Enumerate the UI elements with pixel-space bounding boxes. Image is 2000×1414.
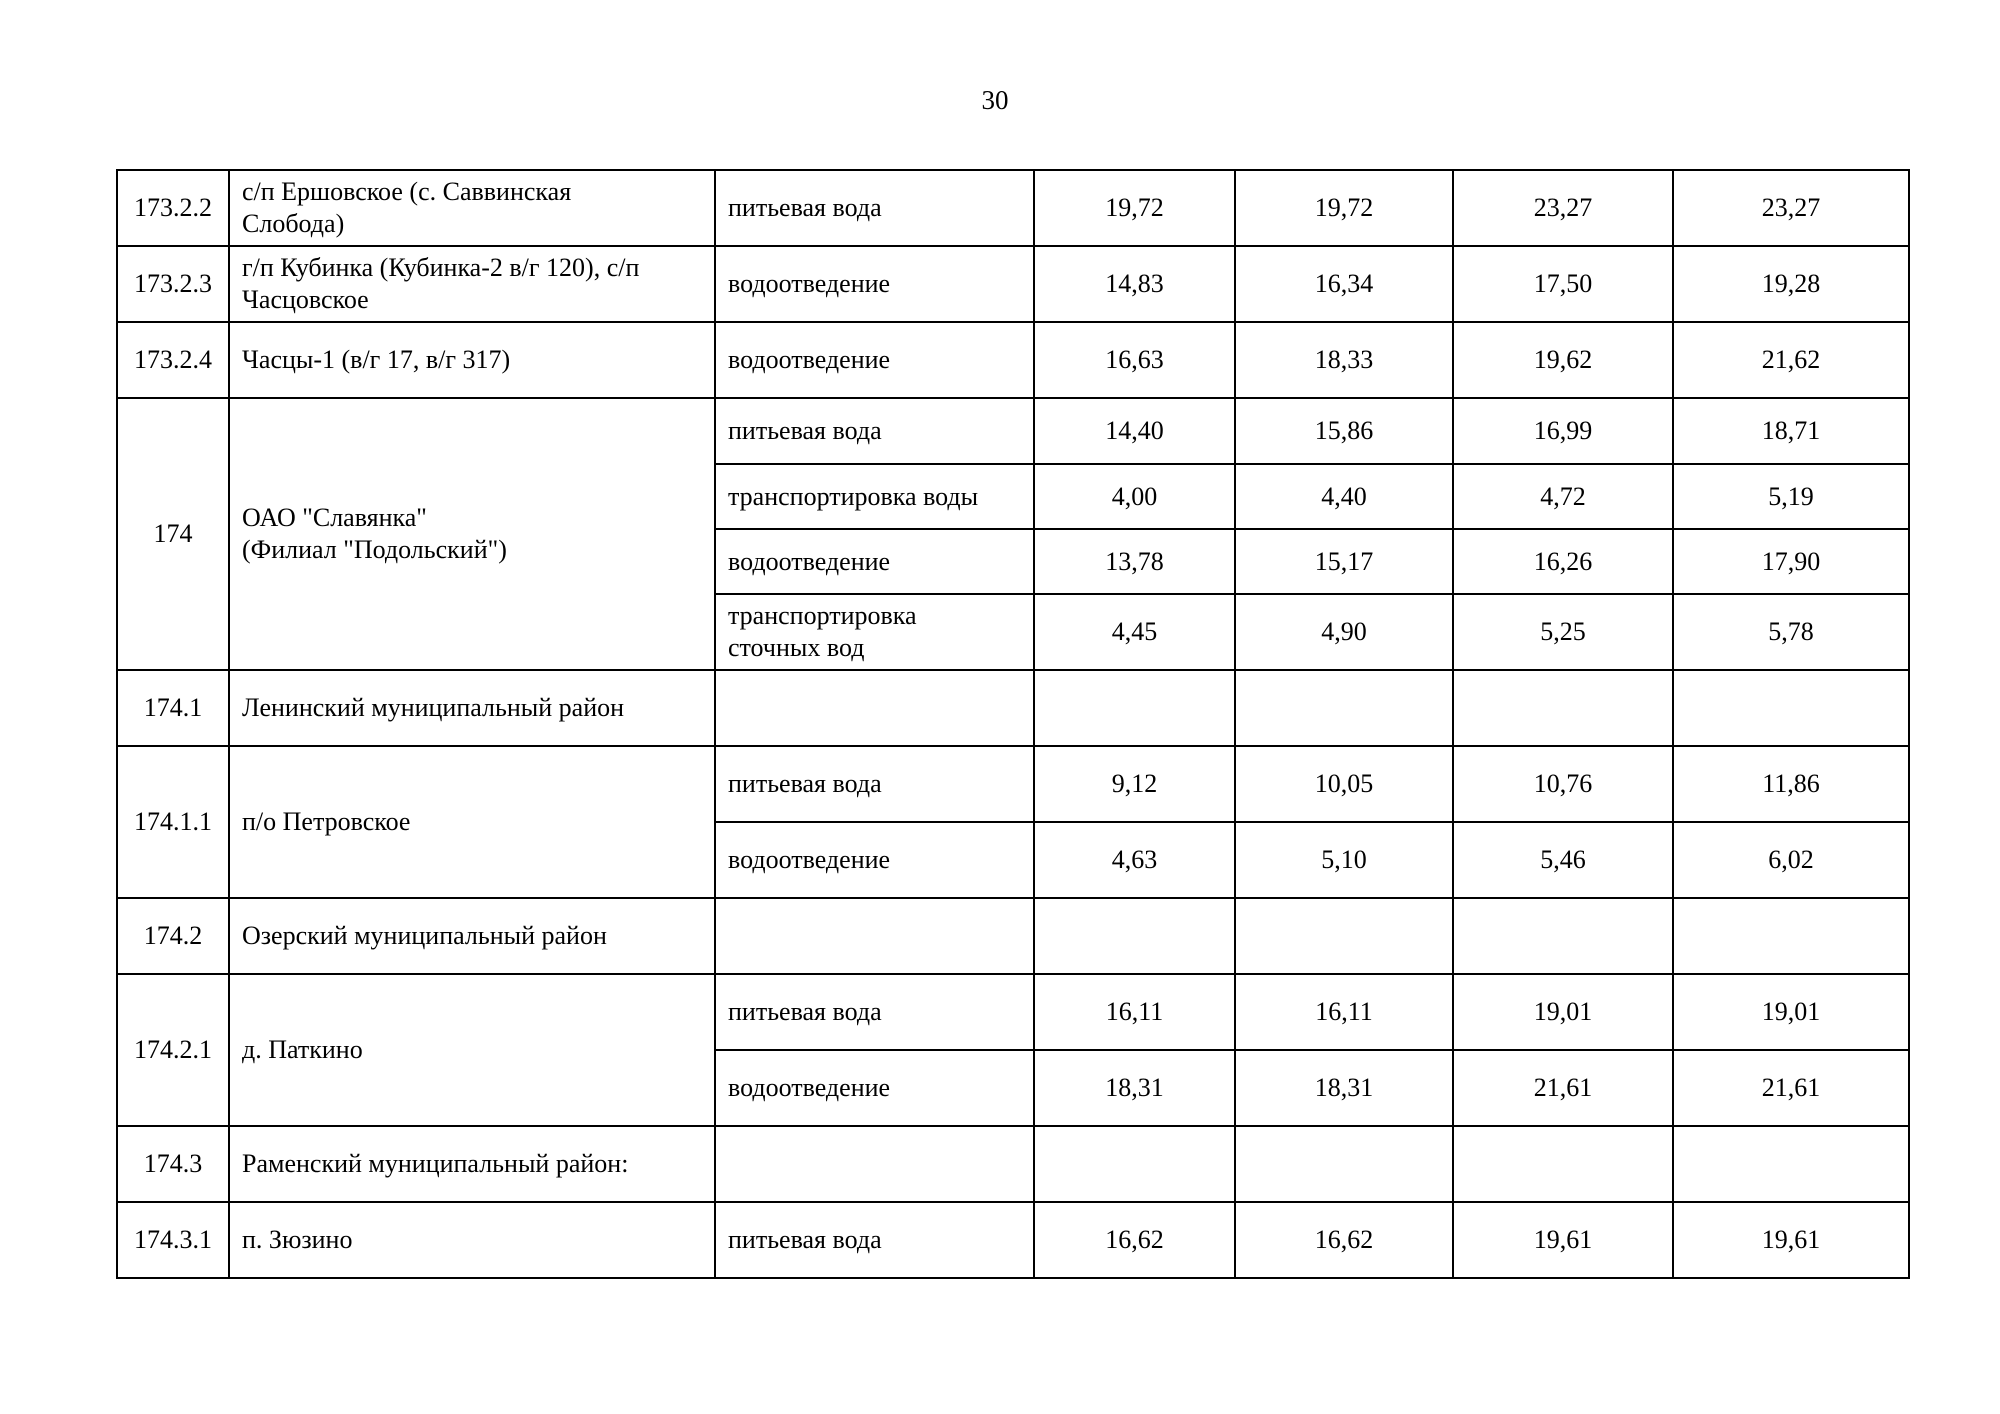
tariff-value-cell: 15,17 [1235, 529, 1453, 594]
tariff-value-cell: 19,61 [1673, 1202, 1909, 1278]
organization-name-line: г/п Кубинка (Кубинка-2 в/г 120), с/п [242, 253, 640, 282]
organization-name-line: Раменский муниципальный район: [242, 1149, 629, 1178]
tariff-value-cell: 10,76 [1453, 746, 1673, 822]
tariff-value-cell: 13,78 [1034, 529, 1235, 594]
tariff-value-cell: 23,27 [1673, 170, 1909, 246]
tariff-value-cell: 16,99 [1453, 398, 1673, 464]
organization-name-cell [229, 322, 715, 398]
row-number-cell: 174.3 [117, 1126, 229, 1202]
service-type-cell [715, 822, 1034, 898]
row-number-cell: 174.2.1 [117, 974, 229, 1126]
organization-name-cell [229, 1126, 715, 1202]
table-row [117, 398, 1909, 464]
tariff-value-cell [1034, 1126, 1235, 1202]
tariff-value-cell [1034, 670, 1235, 746]
tariff-value-cell: 18,31 [1034, 1050, 1235, 1126]
organization-name-line: д. Паткино [242, 1035, 363, 1064]
tariff-value-cell [1453, 670, 1673, 746]
service-type-cell [715, 529, 1034, 594]
tariff-value-cell: 16,11 [1235, 974, 1453, 1050]
tariff-value-cell: 5,10 [1235, 822, 1453, 898]
tariff-value-cell: 10,05 [1235, 746, 1453, 822]
service-type-cell [715, 670, 1034, 746]
service-type-cell [715, 594, 1034, 670]
tariff-value-cell: 21,61 [1673, 1050, 1909, 1126]
tariff-value-cell: 21,62 [1673, 322, 1909, 398]
tariff-value-cell: 23,27 [1453, 170, 1673, 246]
tariff-value-cell: 5,19 [1673, 464, 1909, 529]
service-type-cell [715, 464, 1034, 529]
table-row [117, 1202, 1909, 1278]
organization-name-line: Часцовское [242, 285, 369, 314]
tariff-value-cell: 5,46 [1453, 822, 1673, 898]
row-number-cell: 174.2 [117, 898, 229, 974]
tariff-value-cell: 4,00 [1034, 464, 1235, 529]
table-row [117, 246, 1909, 322]
service-type-cell [715, 898, 1034, 974]
organization-name-cell [229, 670, 715, 746]
service-type-line: водоотведение [728, 845, 891, 874]
tariff-value-cell: 11,86 [1673, 746, 1909, 822]
tariff-value-cell: 17,90 [1673, 529, 1909, 594]
tariff-value-cell: 17,50 [1453, 246, 1673, 322]
organization-name-line: ОАО "Славянка" [242, 503, 427, 532]
table-row [117, 974, 1909, 1050]
organization-name-cell [229, 746, 715, 898]
organization-name-line: Часцы-1 (в/г 17, в/г 317) [242, 345, 511, 374]
tariff-value-cell [1673, 670, 1909, 746]
tariff-table-body [117, 170, 1909, 1278]
tariff-value-cell: 4,63 [1034, 822, 1235, 898]
tariff-value-cell: 16,62 [1235, 1202, 1453, 1278]
tariff-table [116, 169, 1910, 1279]
organization-name-line: Озерский муниципальный район [242, 921, 607, 950]
service-type-cell [715, 1202, 1034, 1278]
tariff-value-cell: 5,78 [1673, 594, 1909, 670]
service-type-line: питьевая вода [728, 1225, 882, 1254]
tariff-value-cell [1673, 898, 1909, 974]
tariff-value-cell: 4,40 [1235, 464, 1453, 529]
tariff-value-cell: 19,01 [1673, 974, 1909, 1050]
tariff-value-cell: 9,12 [1034, 746, 1235, 822]
organization-name-line: Слобода) [242, 209, 345, 238]
tariff-value-cell [1453, 898, 1673, 974]
organization-name-line: п. Зюзино [242, 1225, 353, 1254]
tariff-value-cell: 18,31 [1235, 1050, 1453, 1126]
row-number-cell: 174.1 [117, 670, 229, 746]
service-type-cell [715, 398, 1034, 464]
tariff-value-cell: 14,83 [1034, 246, 1235, 322]
organization-name-cell [229, 398, 715, 670]
tariff-value-cell [1235, 1126, 1453, 1202]
tariff-value-cell: 18,33 [1235, 322, 1453, 398]
service-type-line: водоотведение [728, 269, 891, 298]
tariff-value-cell [1034, 898, 1235, 974]
row-number-cell: 173.2.4 [117, 322, 229, 398]
tariff-value-cell: 19,61 [1453, 1202, 1673, 1278]
tariff-value-cell: 19,62 [1453, 322, 1673, 398]
tariff-value-cell: 5,25 [1453, 594, 1673, 670]
tariff-value-cell: 19,72 [1235, 170, 1453, 246]
service-type-cell [715, 1050, 1034, 1126]
service-type-cell [715, 746, 1034, 822]
service-type-line: водоотведение [728, 1073, 891, 1102]
table-row [117, 1126, 1909, 1202]
table-row [117, 322, 1909, 398]
tariff-value-cell: 18,71 [1673, 398, 1909, 464]
tariff-value-cell: 19,72 [1034, 170, 1235, 246]
service-type-line: водоотведение [728, 546, 891, 576]
organization-name-line: (Филиал "Подольский") [242, 535, 507, 564]
service-type-line: транспортировка воды [728, 481, 979, 511]
tariff-value-cell: 16,26 [1453, 529, 1673, 594]
organization-name-cell [229, 170, 715, 246]
tariff-value-cell: 15,86 [1235, 398, 1453, 464]
organization-name-cell [229, 1202, 715, 1278]
organization-name-line: с/п Ершовское (с. Саввинская [242, 177, 572, 206]
service-type-line: сточных вод [728, 633, 865, 662]
service-type-line: питьевая вода [728, 997, 882, 1026]
service-type-line: питьевая вода [728, 416, 882, 445]
organization-name-cell [229, 246, 715, 322]
service-type-line: водоотведение [728, 345, 891, 374]
tariff-value-cell [1235, 670, 1453, 746]
tariff-value-cell: 19,01 [1453, 974, 1673, 1050]
row-number-cell: 174.3.1 [117, 1202, 229, 1278]
organization-name-cell [229, 898, 715, 974]
table-row [117, 898, 1909, 974]
tariff-value-cell [1453, 1126, 1673, 1202]
service-type-cell [715, 170, 1034, 246]
organization-name-line: Ленинский муниципальный район [242, 693, 625, 722]
tariff-value-cell: 16,62 [1034, 1202, 1235, 1278]
page-number: 30 [981, 85, 1009, 115]
tariff-value-cell: 4,45 [1034, 594, 1235, 670]
service-type-line: питьевая вода [728, 769, 882, 798]
tariff-value-cell: 4,72 [1453, 464, 1673, 529]
service-type-cell [715, 1126, 1034, 1202]
tariff-value-cell: 21,61 [1453, 1050, 1673, 1126]
row-number-cell: 174.1.1 [117, 746, 229, 898]
table-row [117, 670, 1909, 746]
tariff-value-cell [1235, 898, 1453, 974]
tariff-value-cell: 19,28 [1673, 246, 1909, 322]
row-number-cell: 173.2.3 [117, 246, 229, 322]
table-row [117, 170, 1909, 246]
tariff-value-cell: 4,90 [1235, 594, 1453, 670]
tariff-value-cell: 14,40 [1034, 398, 1235, 464]
tariff-value-cell: 6,02 [1673, 822, 1909, 898]
service-type-cell [715, 246, 1034, 322]
tariff-value-cell: 16,34 [1235, 246, 1453, 322]
tariff-value-cell: 16,63 [1034, 322, 1235, 398]
organization-name-cell [229, 974, 715, 1126]
table-row [117, 746, 1909, 822]
service-type-cell [715, 974, 1034, 1050]
service-type-cell [715, 322, 1034, 398]
service-type-line: транспортировка [728, 601, 917, 630]
row-number-cell: 174 [117, 398, 229, 670]
tariff-value-cell: 16,11 [1034, 974, 1235, 1050]
organization-name-line: п/о Петровское [242, 807, 411, 836]
tariff-value-cell [1673, 1126, 1909, 1202]
row-number-cell: 173.2.2 [117, 170, 229, 246]
service-type-line: питьевая вода [728, 193, 882, 222]
